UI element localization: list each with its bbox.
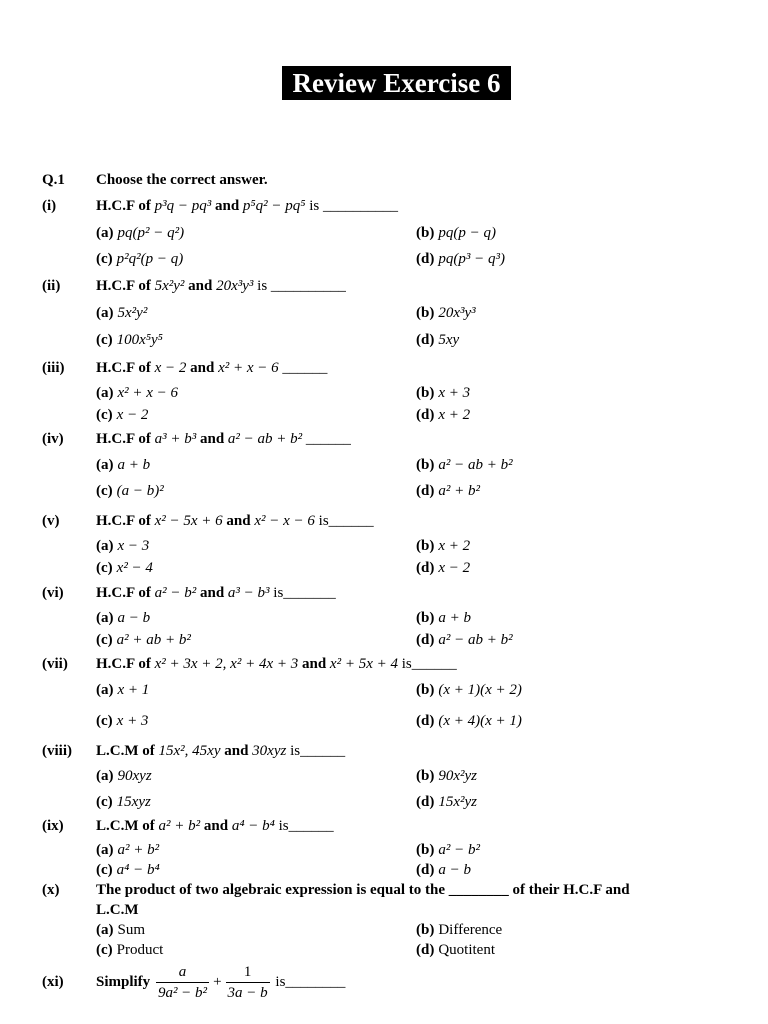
fraction-1 — [156, 962, 209, 1003]
item-question: H.C.F of x − 2 and x² + x − 6 ______ — [96, 360, 328, 376]
item-question: H.C.F of a³ + b³ and a² − ab + b² ______ — [96, 431, 351, 447]
item-number: (xi) — [42, 974, 64, 990]
item-number: (ii) — [42, 278, 61, 294]
item-text-line2: L.C.M — [96, 902, 139, 918]
option-b[interactable]: (b) x + 2 — [416, 538, 471, 554]
item-question: H.C.F of a² − b² and a³ − b³ is_______ — [96, 585, 336, 601]
item-number: (vi) — [42, 585, 64, 601]
plus-sign: + — [213, 973, 222, 990]
option-c[interactable]: (c) Product — [96, 942, 164, 958]
answer-blank: is______ — [278, 818, 334, 834]
item-number: (viii) — [42, 743, 72, 759]
page-title: Review Exercise 6 — [282, 66, 511, 100]
fraction-1-denominator: 9a² − b² — [157, 985, 208, 1001]
answer-blank: ______ — [282, 360, 328, 376]
simplify-expression — [96, 962, 345, 1003]
option-b[interactable]: (b) (x + 1)(x + 2) — [416, 682, 522, 698]
item-number: (vii) — [42, 656, 68, 672]
answer-blank: is______ — [401, 656, 457, 672]
item-number: (i) — [42, 198, 57, 214]
item-number: (v) — [42, 513, 60, 529]
option-b[interactable]: (b) x + 3 — [416, 385, 471, 401]
simplify-label: Simplify — [96, 973, 151, 990]
item-number: (iii) — [42, 360, 65, 376]
option-b[interactable]: (b) Difference — [416, 922, 503, 938]
option-a[interactable]: (a) x + 1 — [96, 682, 150, 698]
option-d[interactable]: (d) a − b — [416, 862, 471, 878]
option-a[interactable]: (a) x − 3 — [96, 538, 150, 554]
answer-blank: is________ — [275, 973, 346, 990]
expression-1: a³ + b³ — [154, 431, 197, 447]
item-question: H.C.F of x² − 5x + 6 and x² − x − 6 is______ — [96, 513, 374, 529]
expression-2: 20x³y³ — [216, 278, 254, 294]
item-question: L.C.M of a² + b² and a⁴ − b⁴ is______ — [96, 818, 334, 834]
item-text-line1: The product of two algebraic expression is equal to the ________ of their H.C.F and — [96, 882, 630, 898]
option-b[interactable]: (b) 90x²yz — [416, 768, 477, 784]
answer-blank: ______ — [305, 431, 351, 447]
expression-1: a² − b² — [154, 585, 197, 601]
answer-blank: is______ — [290, 743, 346, 759]
expression-2: a³ − b³ — [227, 585, 270, 601]
option-d[interactable]: (d) (x + 4)(x + 1) — [416, 713, 522, 729]
expression-1: x − 2 — [154, 360, 187, 376]
item-number: (ix) — [42, 818, 64, 834]
expression-1: x² − 5x + 6 — [154, 513, 223, 529]
item-number: (x) — [42, 882, 60, 898]
option-d[interactable]: (d) 15x²yz — [416, 794, 477, 810]
option-c[interactable]: (c) (a − b)² — [96, 483, 164, 499]
answer-blank: is __________ — [257, 278, 346, 294]
option-b[interactable]: (b) pq(p − q) — [416, 225, 496, 241]
option-d[interactable]: (d) x − 2 — [416, 560, 471, 576]
option-c[interactable]: (c) 15xyz — [96, 794, 151, 810]
answer-blank: is_______ — [273, 585, 336, 601]
expression-2: 30xyz — [252, 743, 287, 759]
option-c[interactable]: (c) a² + ab + b² — [96, 632, 191, 648]
answer-blank: is __________ — [309, 198, 398, 214]
option-a[interactable]: (a) 5x²y² — [96, 305, 148, 321]
option-c[interactable]: (c) x + 3 — [96, 713, 149, 729]
fraction-2-numerator: 1 — [226, 962, 270, 983]
item-question: H.C.F of 5x²y² and 20x³y³ is __________ — [96, 278, 346, 294]
option-d[interactable]: (d) a² + b² — [416, 483, 480, 499]
option-a[interactable]: (a) a² + b² — [96, 842, 160, 858]
expression-1: a² + b² — [158, 818, 201, 834]
option-d[interactable]: (d) x + 2 — [416, 407, 471, 423]
question-number: Q.1 — [42, 172, 65, 188]
fraction-1-numerator: a — [156, 962, 209, 983]
option-b[interactable]: (b) 20x³y³ — [416, 305, 476, 321]
option-a[interactable]: (a) x² + x − 6 — [96, 385, 179, 401]
option-a[interactable]: (a) 90xyz — [96, 768, 152, 784]
expression-1: p³q − pq³ — [154, 198, 212, 214]
expression-1: x² + 3x + 2, x² + 4x + 3 — [154, 656, 299, 672]
option-a[interactable]: (a) Sum — [96, 922, 146, 938]
question-instruction: Choose the correct answer. — [96, 172, 268, 188]
expression-2: x² + x − 6 — [218, 360, 279, 376]
fraction-2-denominator: 3a − b — [227, 985, 268, 1001]
option-c[interactable]: (c) x² − 4 — [96, 560, 153, 576]
option-a[interactable]: (a) a − b — [96, 610, 151, 626]
answer-blank: is______ — [318, 513, 374, 529]
expression-2: p⁵q² − pq⁵ — [242, 198, 306, 214]
option-a[interactable]: (a) pq(p² − q²) — [96, 225, 185, 241]
item-question: L.C.M of 15x², 45xy and 30xyz is______ — [96, 743, 346, 759]
option-c[interactable]: (c) a⁴ − b⁴ — [96, 862, 160, 878]
option-d[interactable]: (d) Quotitent — [416, 942, 496, 958]
option-a[interactable]: (a) a + b — [96, 457, 151, 473]
option-d[interactable]: (d) a² − ab + b² — [416, 632, 513, 648]
item-question: H.C.F of p³q − pq³ and p⁵q² − pq⁵ is __________ — [96, 198, 398, 214]
expression-2: a² − ab + b² — [227, 431, 303, 447]
option-c[interactable]: (c) 100x⁵y⁵ — [96, 332, 163, 348]
option-c[interactable]: (c) x − 2 — [96, 407, 149, 423]
option-b[interactable]: (b) a² − b² — [416, 842, 480, 858]
option-d[interactable]: (d) pq(p³ − q³) — [416, 251, 505, 267]
expression-1: 5x²y² — [154, 278, 185, 294]
option-d[interactable]: (d) 5xy — [416, 332, 460, 348]
expression-1: 15x², 45xy — [158, 743, 221, 759]
option-b[interactable]: (b) a² − ab + b² — [416, 457, 513, 473]
expression-2: a⁴ − b⁴ — [231, 818, 275, 834]
fraction-2 — [226, 962, 270, 1003]
option-c[interactable]: (c) p²q²(p − q) — [96, 251, 184, 267]
item-question: H.C.F of x² + 3x + 2, x² + 4x + 3 and x² + 5x + 4 is______ — [96, 656, 457, 672]
expression-2: x² − x − 6 — [254, 513, 315, 529]
item-number: (iv) — [42, 431, 64, 447]
expression-2: x² + 5x + 4 — [329, 656, 398, 672]
option-b[interactable]: (b) a + b — [416, 610, 471, 626]
